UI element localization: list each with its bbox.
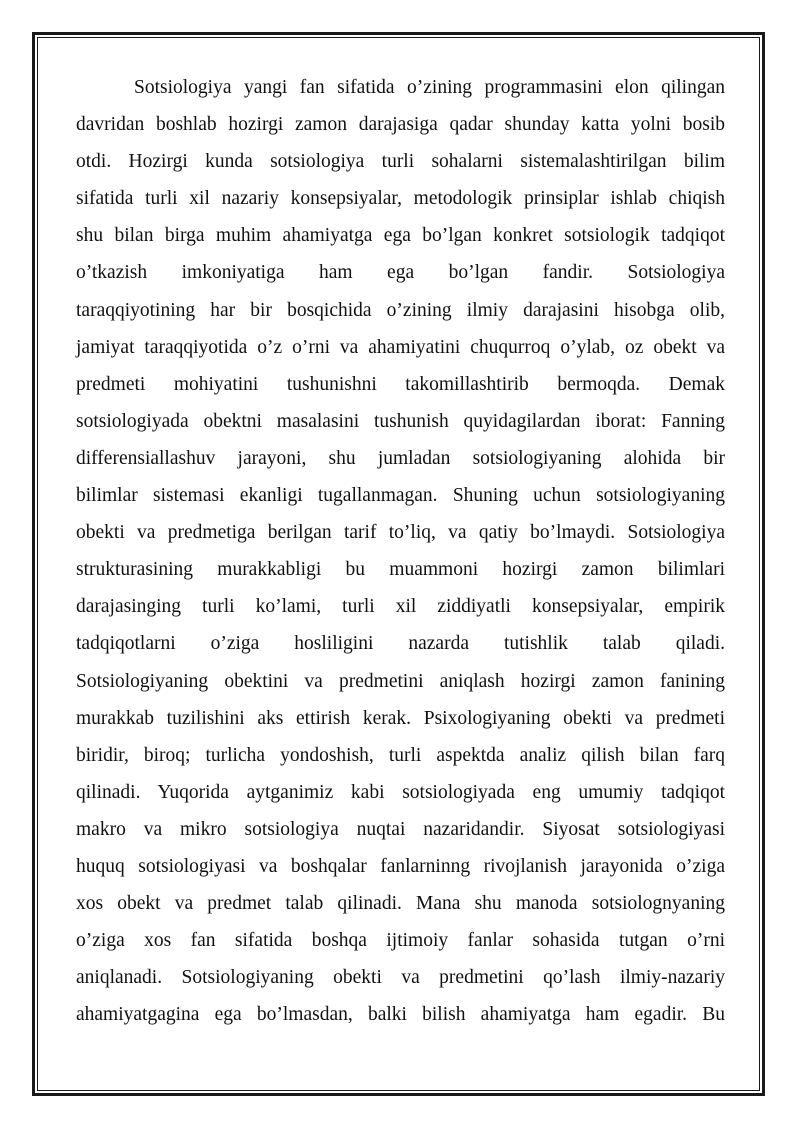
paragraph-line: sotsiologiyada obektni masalasini tushunish quyidagilardan iborat: Fanning: [76, 410, 725, 432]
paragraph-line: bilimlar sistemasi ekanligi tugallanmagan. Shuning uchun sotsiologiyaning: [76, 485, 725, 507]
paragraph-line: taraqqiyotining har bir bosqichida o’zining ilmiy darajasini hisobga olib,: [76, 299, 725, 321]
paragraph-line: Sotsiologiyaning obektini va predmetini aniqlash hozirgi zamon fanining: [76, 670, 725, 692]
paragraph-line: otdi. Hozirgi kunda sotsiologiya turli sohalarni sistemalashtirilgan bilim: [76, 151, 725, 173]
paragraph-line: o’ziga xos fan sifatida boshqa ijtimoiy fanlar sohasida tutgan o’rni: [76, 930, 725, 952]
paragraph-line: jamiyat taraqqiyotida o’z o’rni va ahamiyatini chuqurroq o’ylab, oz obekt va: [76, 336, 725, 358]
paragraph-line: aniqlanadi. Sotsiologiyaning obekti va predmetini qo’lash ilmiy-nazariy: [76, 967, 725, 989]
paragraph-line: makro va mikro sotsiologiya nuqtai nazaridandir. Siyosat sotsiologiyasi: [76, 818, 725, 840]
paragraph-line: murakkab tuzilishini aks ettirish kerak. Psixologiyaning obekti va predmeti: [76, 707, 725, 729]
paragraph-line: tadqiqotlarni o’ziga hosliligini nazarda tutishlik talab qiladi.: [76, 633, 725, 655]
paragraph-line: biridir, biroq; turlicha yondoshish, turli aspektda analiz qilish bilan farq: [76, 744, 725, 766]
paragraph-line: xos obekt va predmet talab qilinadi. Mana shu manoda sotsiolognyaning: [76, 893, 725, 915]
paragraph-line: shu bilan birga muhim ahamiyatga ega bo’lgan konkret sotsiologik tadqiqot: [76, 225, 725, 247]
paragraph-line: ahamiyatgagina ega bo’lmasdan, balki bilish ahamiyatga ham egadir. Bu: [76, 1004, 725, 1026]
paragraph-line: sifatida turli xil nazariy konsepsiyalar, metodologik prinsiplar ishlab chiqish: [76, 188, 725, 210]
paragraph-line: strukturasining murakkabligi bu muammoni hozirgi zamon bilimlari: [76, 559, 725, 581]
paragraph-line: o’tkazish imkoniyatiga ham ega bo’lgan fandir. Sotsiologiya: [76, 262, 725, 284]
paragraph-line: obekti va predmetiga berilgan tarif to’liq, va qatiy bo’lmaydi. Sotsiologiya: [76, 522, 725, 544]
paragraph-line: predmeti mohiyatini tushunishni takomillashtirib bermoqda. Demak: [76, 373, 725, 395]
paragraph-line: qilinadi. Yuqorida aytganimiz kabi sotsiologiyada eng umumiy tadqiqot: [76, 781, 725, 803]
body-paragraph: [76, 69, 725, 1033]
paragraph-line: Sotsiologiya yangi fan sifatida o’zining programmasini elon qilingan: [134, 77, 725, 98]
paragraph-line: differensiallashuv jarayoni, shu jumladan sotsiologiyaning alohida bir: [76, 447, 725, 469]
paragraph-line: davridan boshlab hozirgi zamon darajasiga qadar shunday katta yolni bosib: [76, 114, 725, 136]
paragraph-line: darajasinging turli ko’lami, turli xil ziddiyatli konsepsiyalar, empirik: [76, 596, 725, 618]
paragraph-line: huquq sotsiologiyasi va boshqalar fanlarninng rivojlanish jarayonida o’ziga: [76, 855, 725, 877]
